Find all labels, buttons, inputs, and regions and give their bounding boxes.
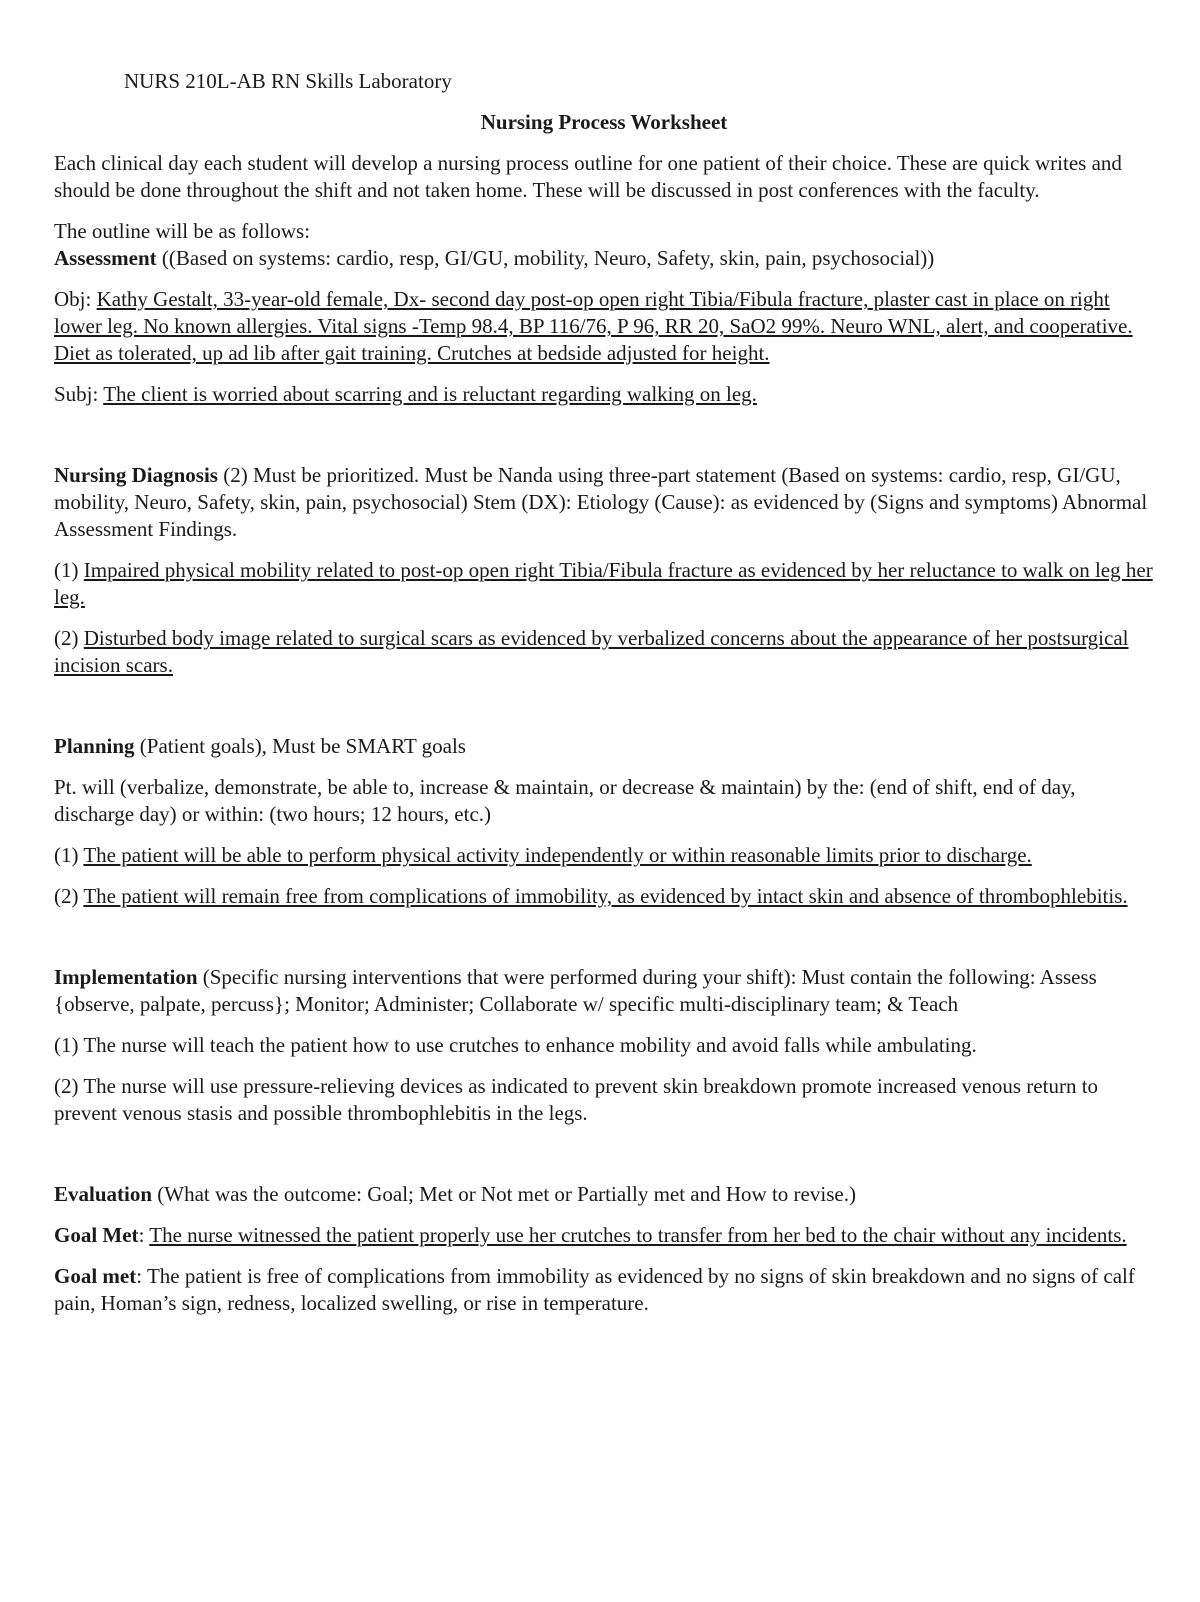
evaluation-goal-2	[54, 1263, 1154, 1317]
implementation-heading-line	[54, 964, 1154, 1018]
implementation-heading: Implementation	[54, 965, 198, 989]
goal-2-text: : The patient is free of complications from immobility as evidenced by no signs of skin breakdown and no signs of calf pain, Homan’s sign, redness, localized swelling, or rise in temperature.	[54, 1264, 1135, 1315]
planning-item-1-text: The patient will be able to perform physical activity independently or within reasonable limits prior to discharge.	[83, 843, 1032, 867]
planning-note: (Patient goals), Must be SMART goals	[134, 734, 466, 758]
planning-item-2-text: The patient will remain free from complications of immobility, as evidenced by intact skin and absence of thrombophlebitis.	[83, 884, 1128, 908]
subj-text: The client is worried about scarring and is reluctant regarding walking on leg.	[103, 382, 757, 406]
diagnosis-item-2-text: Disturbed body image related to surgical scars as evidenced by verbalized concerns about the appearance of her postsurgical incision scars.	[54, 626, 1129, 677]
evaluation-note: (What was the outcome: Goal; Met or Not met or Partially met and How to revise.)	[152, 1182, 856, 1206]
assessment-heading-line	[54, 245, 1154, 272]
outline-intro: The outline will be as follows:	[54, 219, 311, 243]
planning-item-2-num: (2)	[54, 884, 84, 908]
worksheet-page	[54, 68, 1154, 1331]
diagnosis-item-1	[54, 557, 1154, 611]
goal-1-sep: :	[138, 1223, 150, 1247]
goal-2-label: Goal met	[54, 1264, 137, 1288]
evaluation-heading-line	[54, 1181, 1154, 1208]
diagnosis-heading-line	[54, 462, 1154, 543]
planning-guide: Pt. will (verbalize, demonstrate, be able to, increase & maintain, or decrease & maintain) by the: (end of shift, end of day, discharge day) or within: (two hours; 12 hours, etc.)	[54, 775, 1076, 826]
evaluation-heading: Evaluation	[54, 1182, 153, 1206]
diagnosis-item-1-num: (1)	[54, 558, 84, 582]
goal-1-label: Goal Met	[54, 1223, 139, 1247]
planning-item-1	[54, 842, 1154, 869]
planning-heading: Planning	[54, 734, 135, 758]
planning-item-2	[54, 883, 1154, 910]
assessment-objective	[54, 286, 1154, 367]
goal-1-text: The nurse witnessed the patient properly use her crutches to transfer from her bed to the chair without any incidents.	[149, 1223, 1127, 1247]
worksheet-title: Nursing Process Worksheet	[480, 110, 728, 134]
implementation-item-1: (1) The nurse will teach the patient how to use crutches to enhance mobility and avoid falls while ambulating.	[54, 1033, 977, 1057]
obj-label: Obj:	[54, 287, 97, 311]
obj-text: Kathy Gestalt, 33-year-old female, Dx- second day post-op open right Tibia/Fibula fracture, plaster cast in place on right lower leg. No known allergies. Vital signs -Temp 98.4, BP 116/76, P 96, RR 20, SaO2 99%. Neuro WNL, alert, and cooperative. Diet as tolerated, up ad lib after gait training. Crutches at bedside adjusted for height.	[54, 287, 1133, 365]
section-gap	[54, 1141, 1154, 1181]
diagnosis-heading: Nursing Diagnosis	[54, 463, 218, 487]
assessment-note: ((Based on systems: cardio, resp, GI/GU, mobility, Neuro, Safety, skin, pain, psychosocial))	[156, 246, 935, 270]
implementation-item-2: (2) The nurse will use pressure-relieving devices as indicated to prevent skin breakdown promote increased venous return to prevent venous stasis and possible thrombophlebitis in the legs.	[54, 1074, 1099, 1125]
intro-paragraph: Each clinical day each student will develop a nursing process outline for one patient of their choice. These are quick writes and should be done throughout the shift and not taken home. These will be discussed in post conferences with the faculty.	[54, 151, 1122, 202]
diagnosis-item-2-num: (2)	[54, 626, 84, 650]
planning-item-1-num: (1)	[54, 843, 84, 867]
implementation-note: (Specific nursing interventions that were performed during your shift): Must contain the following: Assess {observe, palpate, percuss}; Monitor; Administer; Collaborate w/ specific multi-disciplinary team; & Teach	[54, 965, 1097, 1016]
section-gap	[54, 693, 1154, 733]
diagnosis-note: (2) Must be prioritized. Must be Nanda using three-part statement (Based on systems: cardio, resp, GI/GU, mobility, Neuro, Safety, skin, pain, psychosocial) Stem (DX): Etiology (Cause): as evidenced by (Signs and symptoms) Abnormal Assessment Findings.	[54, 463, 1148, 541]
course-header: NURS 210L-AB RN Skills Laboratory	[124, 69, 452, 93]
evaluation-goal-1	[54, 1222, 1154, 1249]
planning-heading-line	[54, 733, 1154, 760]
section-gap	[54, 422, 1154, 462]
assessment-subjective	[54, 381, 1154, 408]
section-gap	[54, 924, 1154, 964]
diagnosis-item-1-text: Impaired physical mobility related to post-op open right Tibia/Fibula fracture as evidenced by her reluctance to walk on leg her leg.	[54, 558, 1153, 609]
assessment-heading: Assessment	[54, 246, 157, 270]
subj-label: Subj:	[54, 382, 104, 406]
diagnosis-item-2	[54, 625, 1154, 679]
